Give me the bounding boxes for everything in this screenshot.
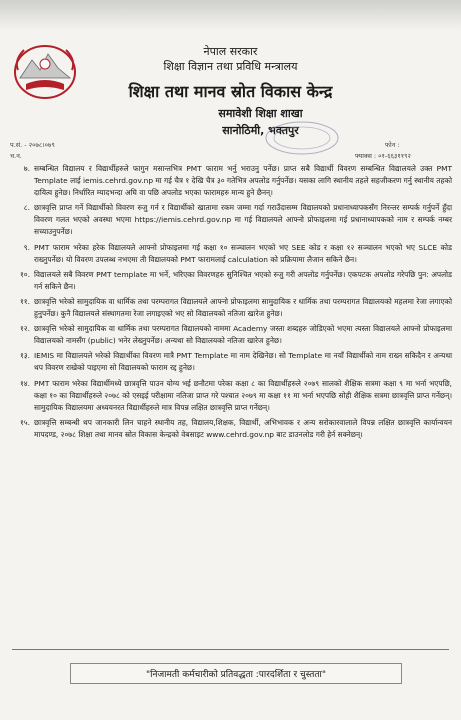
office-stamp <box>262 118 342 158</box>
page-shadow <box>0 0 461 30</box>
header-ministry: शिक्षा विज्ञान तथा प्रविधि मन्त्रालय <box>163 60 298 73</box>
list-item <box>10 350 452 374</box>
item-text: छात्रवृत्ति भरेको सामुदायिक वा धार्मिक तथा परम्परागत विद्यालयको नाममा Academy जस्ता शब्दहरु जोडिएको भएमा त्यस्ता विद्यालयले आफ्नो प्रोफाइलमा विद्यालयको नामसँग (public) भनेर लेख्नुपर्नेछ। अन्यथा सो विद्यालयको नतिजा खारेज हुनेछ। <box>34 324 452 346</box>
header-center-title: शिक्षा तथा मानव स्रोत विकास केन्द्र <box>128 82 333 101</box>
header-section: समावेशी शिक्षा शाखा <box>218 107 303 120</box>
item-text: विद्यालयले सबै विवरण PMT template मा भर्ने, भरिएका विवरणहरु सुनिश्चित भएको रुजु गरी अपलोड गर्नुपर्नेछ। एकपटक अपलोड गरेपछि पुन: अपलोड गर्न सकिने छैन। <box>34 269 452 291</box>
item-number: ११. <box>19 296 30 306</box>
item-number: ७. <box>23 164 30 173</box>
header-location: सानोठिमी, भक्तपुर <box>222 124 299 137</box>
list-item <box>10 202 452 238</box>
item-number: ८. <box>23 203 30 213</box>
dispatch-number: च.न. <box>10 152 22 160</box>
item-text: PMT फाराम भरेका हरेक विद्यालयले आफ्नो प्रोफाइलमा गई कक्षा १० सञ्चालन भएको भए SEE कोड र कक्षा १२ सञ्चालन भएको भए SLCE कोड राख्नुपर्नेछ। यो विवरण उपलब्ध नभएमा ती विद्यालयको PMT फारामलाई calculation को प्रक्रियामा लैजान सकिने छैन। <box>34 242 452 264</box>
letter-number: प.सं. - २०७८।०७९ <box>10 141 55 149</box>
footer-divider <box>12 649 449 650</box>
list-item <box>10 242 452 266</box>
notice-body <box>10 163 452 444</box>
item-text: सम्बन्धित विद्यालय र विद्यार्थीहरुले फागुन मसान्तभित्र PMT फाराम भर्नु भराउनु पर्नेछ। प्राप्त सबै विद्यार्थी विवरण सम्बन्धित विद्यालयले उक्त PMT Template लाई iemis.cehrd.gov.np मा गई चैत्र १ देखि चैत्र ३० गतेभित्र अपलोड गर्नुपर्नेछ। यसका लागि स्थानीय तहले सहजीकरण गर्नु स्थानीय तहको दायित्व हुनेछ। निर्धारित म्यादभन्दा अघि वा पछि अपलोड भएका फारामहरु मान्य हुने छैनन्। <box>34 164 452 198</box>
item-number: ९. <box>23 242 30 252</box>
item-text: IEMIS मा विद्यालयले भरेको विद्यार्थीका विवरण मात्रै PMT Template मा नाम देखिनेछ। सो Template मा नयाँ विद्यार्थीको नाम राख्न सकिदैन र अन्यथा थप विवरण राखेको पाइएमा सो विद्यालयको फाराम रद्द हुनेछ। <box>34 351 452 373</box>
footer-motto: "निजामती कर्मचारीको प्रतिवद्धता :पारदर्शिता र चुस्तता" <box>70 663 402 684</box>
item-text: छात्रवृत्ति भरेको सामुदायिक वा धार्मिक तथा परम्परागत विद्यालयले आफ्नो प्रोफाइलमा सामुदायिक र धार्मिक तथा परम्परागत विद्यालयको महलमा रेजा लगाएको हुनुपर्नेछ। कुनै विद्यालयले संस्थागतमा रेजा लगाइएको भए सो विद्यालयको नतिजा खारेज हुनेछ। <box>34 296 452 319</box>
item-number: १३. <box>19 351 30 361</box>
item-text: PMT फाराम भरेका विद्यार्थीमध्ये छात्रवृत्ति पाउन योग्य भई छनौटमा परेका कक्षा ८ का विद्यार्थीहरुले २०७९ सालको शैक्षिक सत्रमा कक्षा ९ मा भर्ना भएपछि, कक्षा १० का विद्यार्थीहरुले २०७८ को एसइई परीक्षामा नतिजा प्राप्त गरे पश्चात २०७९ मा कक्षा ११ मा भर्ना भएपछि सोही शैक्षिक सत्रमा छात्रवृत्ति प्राप्त गर्नेछन्। सामुदायिक विद्यालयमा अध्ययनरत विद्यार्थीहरुले मात्र विपन्न लक्षित छात्रवृत्ति प्राप्त गर्नेछन्। <box>34 378 452 412</box>
list-item <box>10 378 452 414</box>
list-item <box>10 269 452 293</box>
list-item <box>10 163 452 199</box>
phone-label: फोन : <box>385 141 400 149</box>
list-item <box>10 417 452 441</box>
list-item <box>10 296 452 320</box>
item-number: १४. <box>19 378 30 388</box>
item-number: १२. <box>19 324 30 334</box>
item-text: छात्रवृत्ति सम्बन्धी थप जानकारी लिन चाहने स्थानीय तह, विद्यालय,शिक्षक, विद्यार्थी, अभिभावक र अन्य सरोकारवालाले विपन्न लक्षित छात्रवृत्ति कार्यान्वयन मापदण्ड, २०७८ शिक्षा तथा मानव स्रोत विकास केन्द्रको वेबसाइट www.cehrd.gov.np बाट डाउनलोड गरी हेर्न सक्नेछन्। <box>34 417 452 439</box>
item-text: छात्रवृत्ति प्राप्त गर्ने विद्यार्थीको विवरण रुजु गर्न र विद्यार्थीको खातामा रकम जम्मा गर्दा गराउँदासम्म विद्यालयको प्रधानाध्यापकसँग निरन्तर सम्पर्क गर्नुपर्ने हुँदा विवरण गलत भएको अवस्था भएमा https://iemis.cehrd.gov.np मा गई विद्यालयले आफ्नो प्रोफाइलमा गई प्रधानाध्यापकको नाम र सम्पर्क नम्बर सच्याउनुपर्नेछ। <box>34 203 452 237</box>
header-government: नेपाल सरकार <box>203 45 258 58</box>
item-number: १५. <box>19 417 30 427</box>
item-number: १०. <box>19 269 30 279</box>
fax-number: फ्याक्स : ०१-६६३११९२ <box>355 152 411 160</box>
list-item <box>10 323 452 347</box>
